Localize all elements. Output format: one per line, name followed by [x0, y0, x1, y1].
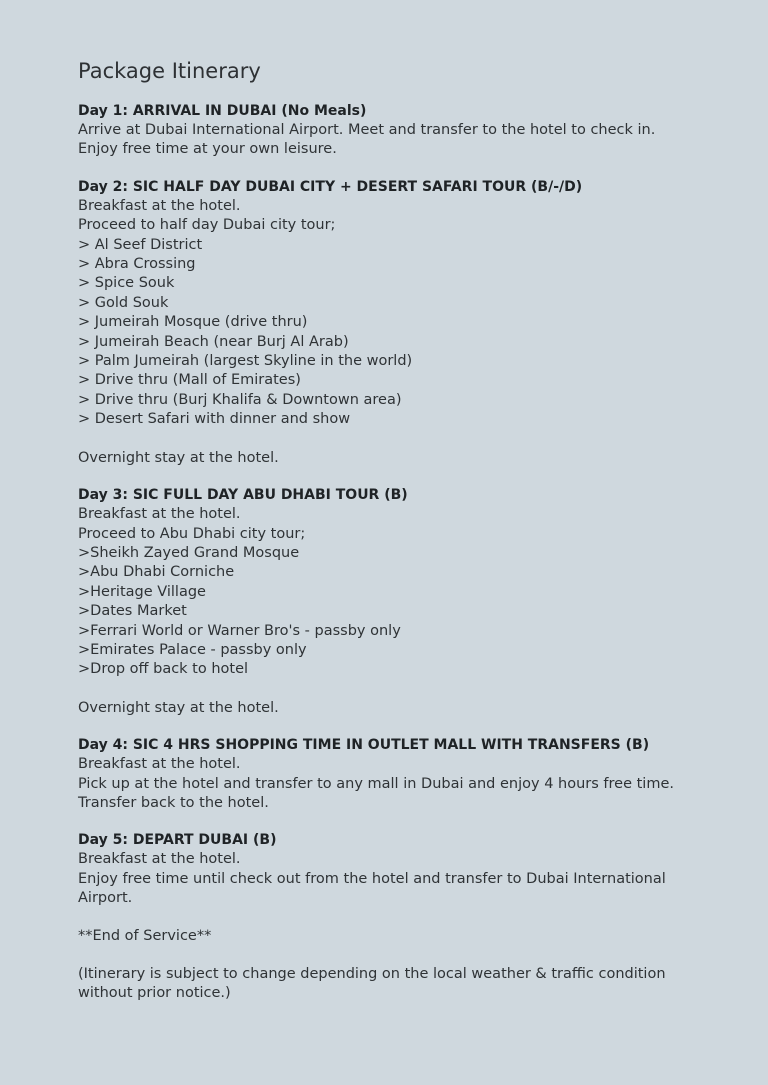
page-title: Package Itinerary	[78, 59, 261, 83]
tour-stop: >Ferrari World or Warner Bro's - passby only	[78, 622, 401, 639]
day-1-section	[78, 102, 690, 160]
itinerary-footer	[78, 927, 690, 1004]
day-heading: Day 2: SIC HALF DAY DUBAI CITY + DESERT SAFARI TOUR (B/-/D)	[78, 178, 583, 195]
day-heading: Day 3: SIC FULL DAY ABU DHABI TOUR (B)	[78, 487, 408, 504]
day-2-section	[78, 178, 690, 468]
day-line: Proceed to half day Dubai city tour;	[78, 217, 336, 234]
day-description: Pick up at the hotel and transfer to any mall in Dubai and enjoy 4 hours free time. Transfer back to the hotel.	[78, 775, 674, 811]
tour-stop: > Drive thru (Mall of Emirates)	[78, 372, 301, 389]
end-of-service: **End of Service**	[78, 927, 212, 944]
tour-stop: >Heritage Village	[78, 583, 206, 600]
tour-stop: > Jumeirah Beach (near Burj Al Arab)	[78, 333, 349, 350]
tour-stop: >Abu Dhabi Corniche	[78, 564, 235, 581]
tour-stop: >Emirates Palace - passby only	[78, 641, 307, 658]
overnight-note: Overnight stay at the hotel.	[78, 699, 279, 716]
day-description: Enjoy free time until check out from the hotel and transfer to Dubai International Airport.	[78, 870, 666, 907]
tour-stop: > Abra Crossing	[78, 256, 196, 273]
tour-stop: > Al Seef District	[78, 236, 203, 253]
day-line: Proceed to Abu Dhabi city tour;	[78, 525, 306, 542]
tour-stop: > Gold Souk	[78, 294, 169, 311]
overnight-note: Overnight stay at the hotel.	[78, 449, 279, 466]
tour-stop: > Jumeirah Mosque (drive thru)	[78, 314, 308, 331]
day-4-section	[78, 736, 690, 813]
day-heading: Day 4: SIC 4 HRS SHOPPING TIME IN OUTLET MALL WITH TRANSFERS (B)	[78, 737, 650, 754]
tour-stop: > Palm Jumeirah (largest Skyline in the world)	[78, 353, 413, 370]
day-5-section	[78, 831, 690, 908]
tour-stop: > Desert Safari with dinner and show	[78, 411, 351, 428]
day-line: Breakfast at the hotel.	[78, 756, 241, 773]
tour-stop: > Spice Souk	[78, 275, 175, 292]
tour-stop: >Dates Market	[78, 603, 187, 620]
tour-stop: >Sheikh Zayed Grand Mosque	[78, 544, 300, 561]
tour-stop: > Drive thru (Burj Khalifa & Downtown area)	[78, 391, 402, 408]
day-line: Breakfast at the hotel.	[78, 851, 241, 868]
day-description: Arrive at Dubai International Airport. Meet and transfer to the hotel to check in. Enjoy free time at your own leisure.	[78, 122, 656, 158]
day-3-section	[78, 486, 690, 718]
tour-stop: >Drop off back to hotel	[78, 661, 249, 678]
itinerary-disclaimer: (Itinerary is subject to change depending on the local weather & traffic condition without prior notice.)	[78, 966, 666, 1002]
day-heading: Day 5: DEPART DUBAI (B)	[78, 832, 277, 849]
day-line: Breakfast at the hotel.	[78, 197, 241, 214]
day-heading: Day 1: ARRIVAL IN DUBAI (No Meals)	[78, 103, 367, 119]
day-line: Breakfast at the hotel.	[78, 506, 241, 523]
